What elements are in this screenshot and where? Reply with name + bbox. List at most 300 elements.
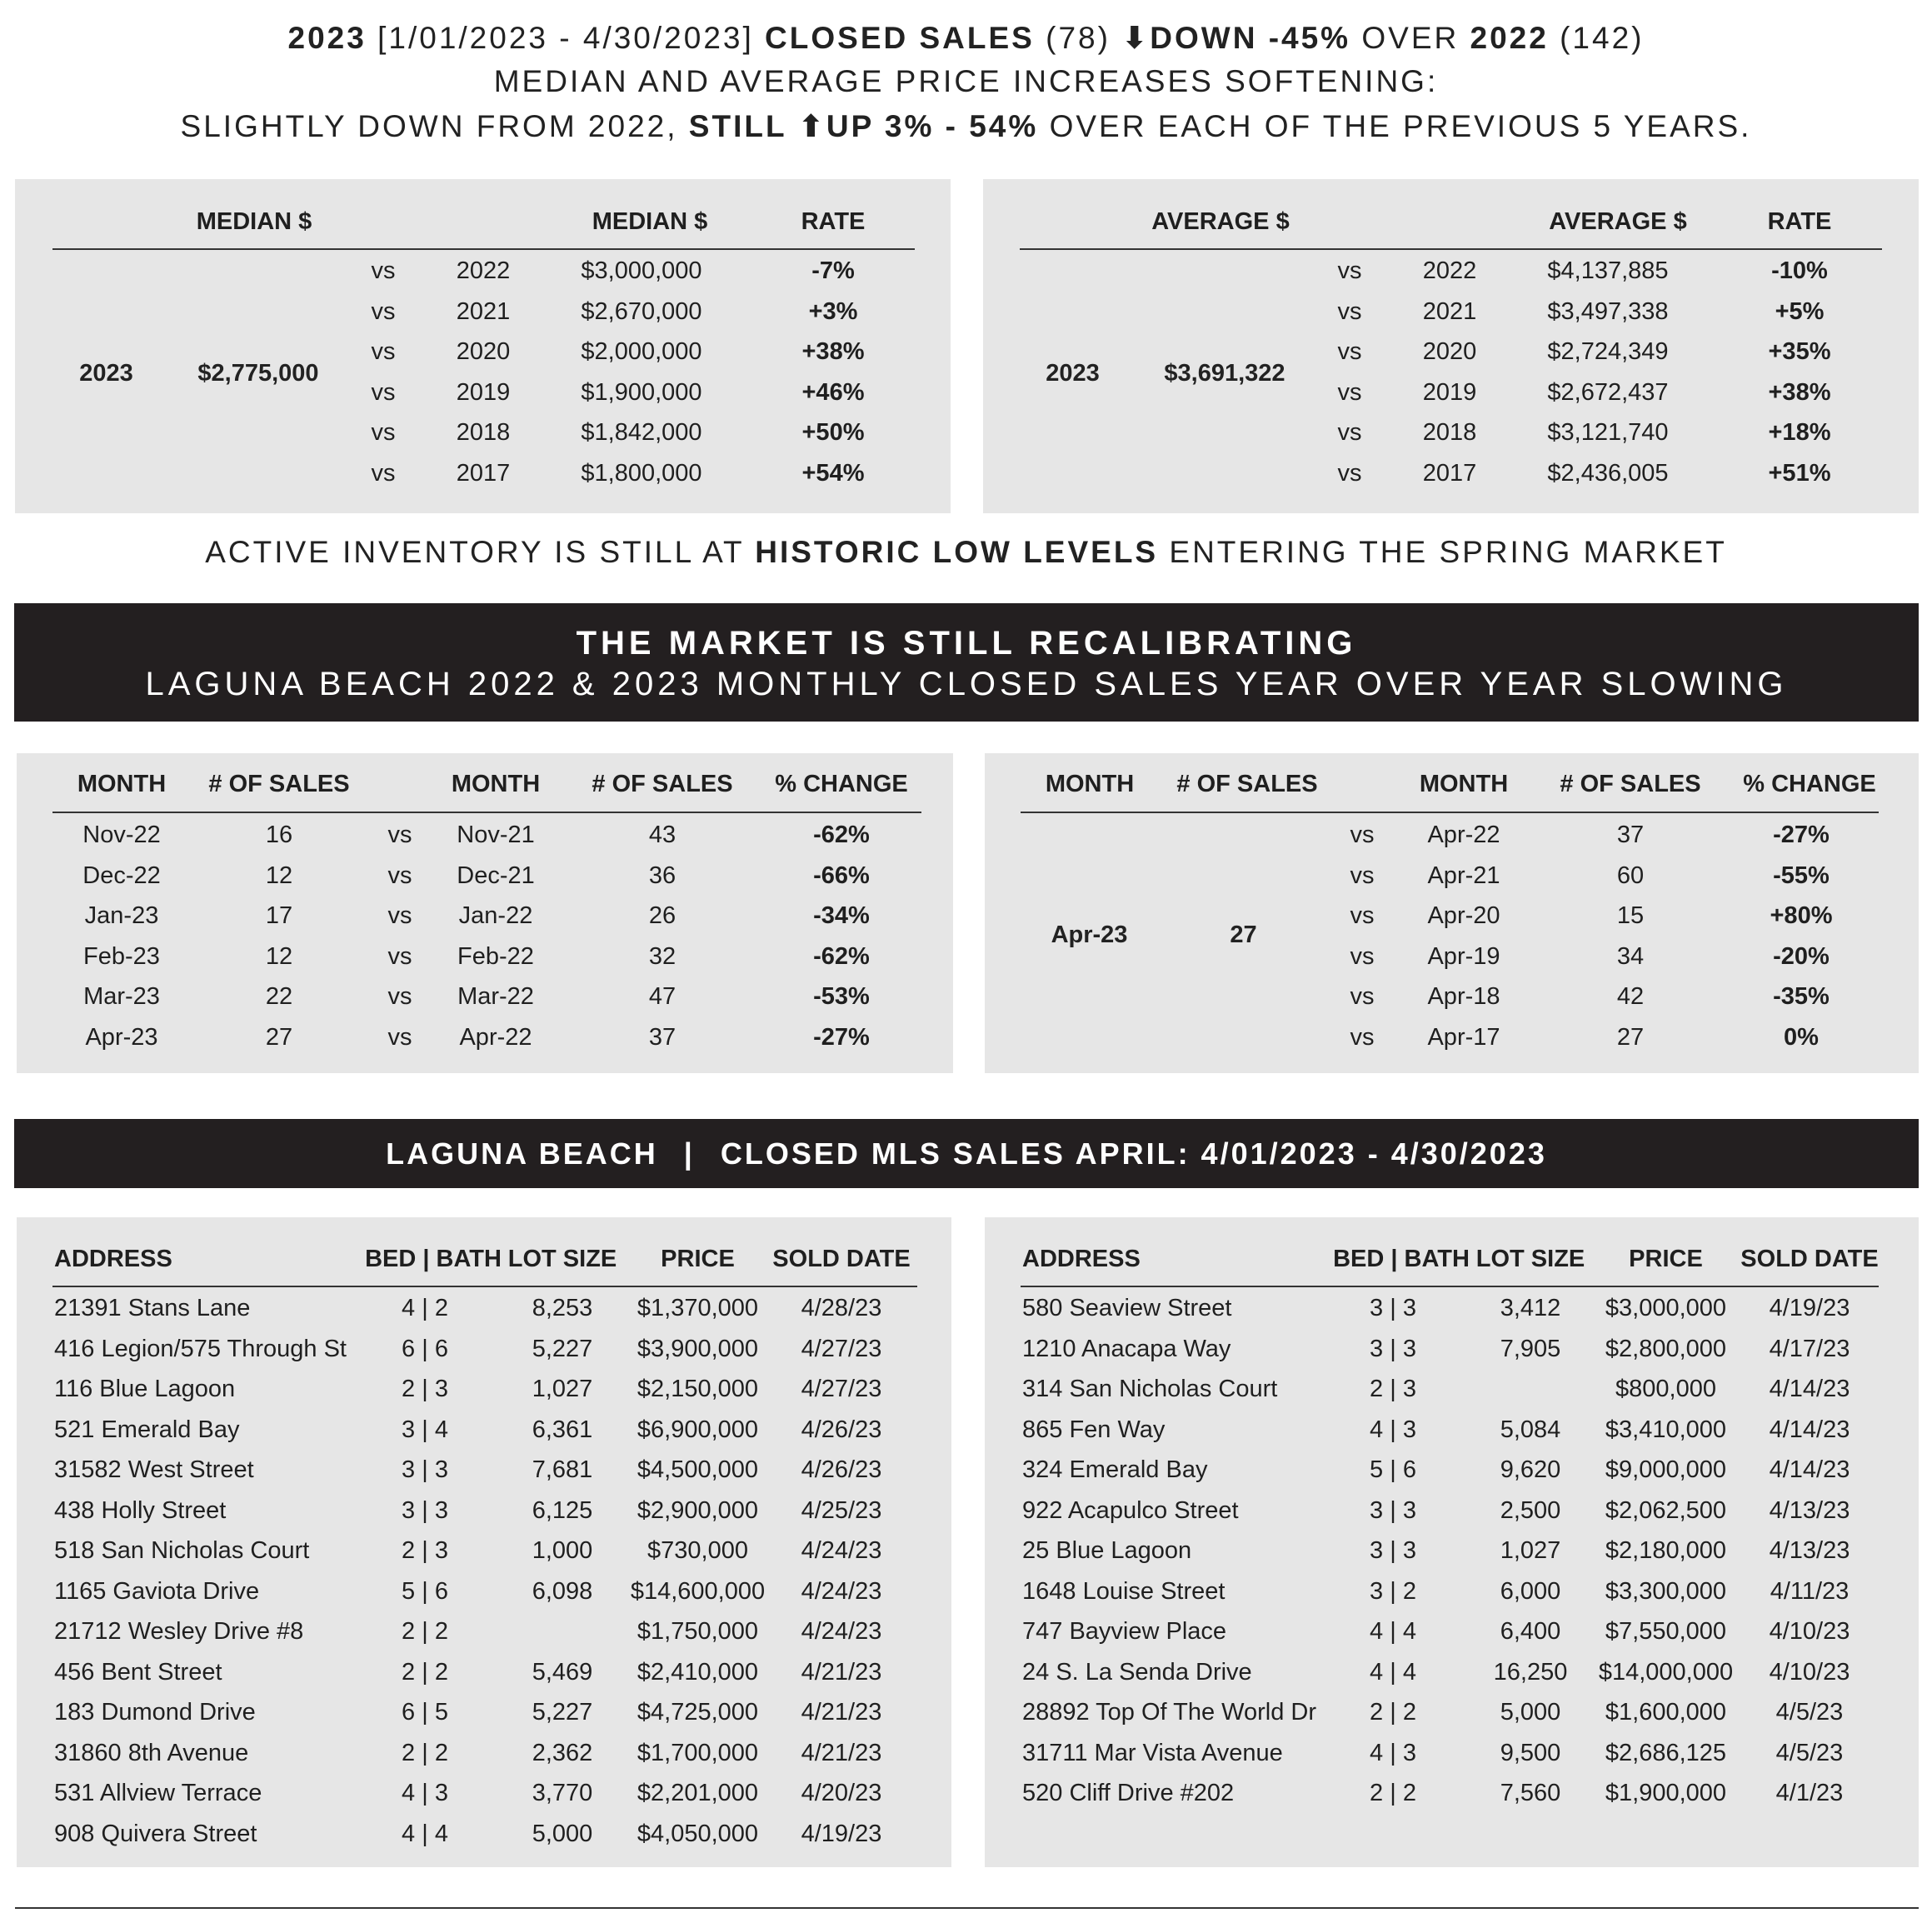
price-cell: $3,000,000 (1605, 1295, 1727, 1321)
closed-sales-band (14, 1119, 1919, 1188)
arrow-up-icon: ⬆ (797, 109, 826, 143)
pct-change: -27% (1773, 822, 1830, 848)
vs-label: vs (1337, 419, 1362, 446)
bed-bath-cell: 2 | 3 (402, 1376, 448, 1402)
month-prior: Nov-21 (457, 822, 535, 848)
bed-bath-cell: 3 | 3 (1370, 1496, 1416, 1524)
lot-size-cell: 3,412 (1500, 1295, 1561, 1321)
rate-value: +50% (801, 419, 865, 446)
median-value: $2,775,000 (197, 360, 319, 387)
sales-prior: 32 (648, 942, 676, 970)
sold-date-cell: 4/26/23 (801, 1416, 882, 1443)
pct-change: 0% (1784, 1023, 1819, 1051)
vs-label: vs (371, 459, 396, 487)
address-cell: 31582 West Street (54, 1456, 254, 1483)
median-header-divider (52, 248, 915, 250)
month-prior: Feb-22 (457, 942, 534, 970)
month-current: Feb-23 (83, 942, 160, 970)
sold-date-cell: 4/27/23 (801, 1335, 882, 1362)
headline-still: STILL (688, 109, 787, 143)
pct-change: -34% (813, 902, 870, 929)
sold-date-cell: 4/14/23 (1769, 1376, 1850, 1402)
lot-size-cell: 6,361 (532, 1416, 593, 1443)
sold-date-cell: 4/26/23 (801, 1456, 882, 1483)
average-year: 2023 (1046, 360, 1100, 387)
lot-size-cell: 3,770 (532, 1780, 593, 1806)
pct-change: +80% (1770, 902, 1833, 929)
vs-label: vs (1337, 257, 1362, 284)
vs-label: vs (371, 419, 396, 446)
sales-left-divider (52, 1286, 917, 1287)
sales-prior: 60 (1616, 862, 1645, 889)
vs-label: vs (371, 257, 396, 284)
lot-size-cell: 5,000 (532, 1820, 593, 1847)
month-prior: Jan-22 (458, 902, 533, 929)
bed-bath-cell: 4 | 3 (1370, 1739, 1416, 1766)
address-cell: 116 Blue Lagoon (54, 1376, 236, 1402)
headline-prev-count: (142) (1560, 21, 1645, 55)
month-current: Jan-23 (84, 902, 159, 929)
vs-label: vs (1350, 1023, 1375, 1051)
address-cell: 416 Legion/575 Through St (54, 1335, 347, 1362)
address-cell: 580 Seaview Street (1022, 1295, 1232, 1321)
price-cell: $1,600,000 (1605, 1699, 1727, 1726)
sales-right-divider (1021, 1286, 1879, 1287)
recalibrating-band (14, 603, 1919, 722)
month-prior: Dec-21 (457, 862, 535, 889)
bed-bath-cell: 2 | 2 (1370, 1699, 1416, 1726)
price-cell: $1,700,000 (637, 1739, 759, 1766)
month-prior: Apr-19 (1427, 942, 1500, 970)
bed-bath-cell: 3 | 3 (402, 1496, 448, 1524)
average-header-rate: RATE (1767, 208, 1832, 235)
column-header: # OF SALES (1560, 771, 1701, 797)
headline-year: 2023 (287, 21, 367, 55)
inventory-bold: HISTORIC LOW LEVELS (755, 535, 1159, 569)
lot-size-cell: 2,362 (532, 1739, 593, 1766)
pct-change: -66% (813, 862, 870, 889)
month-current: Apr-23 (85, 1023, 158, 1051)
sold-date-cell: 4/5/23 (1775, 1699, 1844, 1726)
column-header: SOLD DATE (1740, 1246, 1879, 1272)
compare-value: $2,670,000 (581, 297, 702, 325)
average-header-right: AVERAGE $ (1549, 208, 1687, 235)
price-cell: $1,900,000 (1605, 1780, 1727, 1806)
sales-prior: 27 (1616, 1023, 1645, 1051)
month-current: Mar-23 (83, 983, 160, 1010)
price-cell: $2,686,125 (1605, 1739, 1727, 1766)
price-cell: $2,062,500 (1605, 1496, 1727, 1524)
vs-label: vs (1350, 983, 1375, 1010)
lot-size-cell: 5,227 (532, 1335, 593, 1362)
average-value: $3,691,322 (1164, 360, 1286, 387)
compare-year: 2022 (456, 257, 511, 284)
compare-value: $3,121,740 (1547, 419, 1669, 446)
sales-current: 27 (265, 1023, 293, 1051)
address-cell: 25 Blue Lagoon (1022, 1537, 1192, 1564)
price-cell: $1,750,000 (637, 1618, 759, 1645)
address-cell: 438 Holly Street (54, 1496, 227, 1524)
band2-left: LAGUNA BEACH (386, 1136, 658, 1171)
price-cell: $3,300,000 (1605, 1577, 1727, 1605)
month-prior: Apr-21 (1427, 862, 1500, 889)
compare-year: 2020 (456, 338, 511, 365)
sales-prior: 26 (648, 902, 676, 929)
vs-label: vs (1337, 338, 1362, 365)
sold-date-cell: 4/1/23 (1775, 1780, 1844, 1806)
monthly-right-divider (1021, 812, 1879, 813)
column-header: % CHANGE (1743, 771, 1876, 797)
band-subtitle: LAGUNA BEACH 2022 & 2023 MONTHLY CLOSED SALES YEAR OVER YEAR SLOWING (145, 666, 1788, 702)
average-header-divider (1020, 248, 1882, 250)
headline-down: DOWN -45% (1150, 21, 1351, 55)
lot-size-cell: 7,560 (1500, 1780, 1561, 1806)
rate-value: +38% (801, 338, 865, 365)
sold-date-cell: 4/21/23 (801, 1658, 882, 1686)
headline-range: [1/01/2023 - 4/30/2023] (377, 21, 754, 55)
address-cell: 183 Dumond Drive (54, 1699, 256, 1726)
headline-line-3 (0, 108, 1932, 144)
compare-value: $2,000,000 (581, 338, 702, 365)
sold-date-cell: 4/20/23 (801, 1780, 882, 1806)
rate-value: +35% (1768, 338, 1831, 365)
sales-current: 12 (265, 942, 293, 970)
address-cell: 28892 Top Of The World Dr (1022, 1699, 1317, 1726)
lot-size-cell: 1,000 (532, 1537, 593, 1564)
price-cell: $2,180,000 (1605, 1537, 1727, 1564)
price-cell: $3,410,000 (1605, 1416, 1727, 1443)
median-year: 2023 (79, 360, 133, 387)
vs-label: vs (1350, 942, 1375, 970)
bed-bath-cell: 4 | 4 (1370, 1618, 1416, 1645)
rate-value: +3% (808, 297, 858, 325)
sales-prior: 47 (648, 983, 676, 1010)
sales-prior: 42 (1616, 983, 1645, 1010)
month-current: Nov-22 (82, 822, 161, 848)
vs-label: vs (1337, 378, 1362, 406)
monthly-right-month: Apr-23 (1051, 922, 1128, 948)
bed-bath-cell: 4 | 2 (402, 1295, 448, 1321)
pct-change: -20% (1773, 942, 1830, 970)
column-header: PRICE (1629, 1246, 1703, 1272)
price-cell: $4,500,000 (637, 1456, 759, 1483)
sold-date-cell: 4/14/23 (1769, 1456, 1850, 1483)
column-header: % CHANGE (775, 771, 908, 797)
address-cell: 1165 Gaviota Drive (54, 1577, 260, 1605)
bed-bath-cell: 4 | 4 (402, 1820, 448, 1847)
address-cell: 531 Allview Terrace (54, 1780, 262, 1806)
column-header: SOLD DATE (772, 1246, 911, 1272)
band-title: THE MARKET IS STILL RECALIBRATING (576, 625, 1357, 662)
compare-value: $2,672,437 (1547, 378, 1669, 406)
sold-date-cell: 4/10/23 (1769, 1658, 1850, 1686)
column-header: ADDRESS (1022, 1246, 1141, 1272)
address-cell: 21391 Stans Lane (54, 1295, 251, 1321)
compare-year: 2020 (1422, 338, 1477, 365)
sold-date-cell: 4/21/23 (801, 1739, 882, 1766)
address-cell: 518 San Nicholas Court (54, 1537, 310, 1564)
median-header-right: MEDIAN $ (592, 208, 708, 235)
sales-prior: 15 (1616, 902, 1645, 929)
sold-date-cell: 4/28/23 (801, 1295, 882, 1321)
month-current: Dec-22 (82, 862, 161, 889)
bed-bath-cell: 3 | 2 (1370, 1577, 1416, 1605)
compare-year: 2022 (1422, 257, 1477, 284)
sold-date-cell: 4/5/23 (1775, 1739, 1844, 1766)
median-header-left: MEDIAN $ (196, 208, 312, 235)
vs-label: vs (387, 862, 412, 889)
bed-bath-cell: 2 | 2 (402, 1739, 448, 1766)
compare-value: $3,000,000 (581, 257, 702, 284)
compare-year: 2019 (456, 378, 511, 406)
column-header: # OF SALES (208, 771, 350, 797)
headline-over: OVER (1361, 21, 1460, 55)
sold-date-cell: 4/13/23 (1769, 1537, 1850, 1564)
price-cell: $1,370,000 (637, 1295, 759, 1321)
bed-bath-cell: 2 | 3 (402, 1537, 448, 1564)
sales-prior: 37 (1616, 822, 1645, 848)
bed-bath-cell: 5 | 6 (402, 1577, 448, 1605)
address-cell: 314 San Nicholas Court (1022, 1376, 1278, 1402)
vs-label: vs (387, 822, 412, 848)
bed-bath-cell: 2 | 3 (1370, 1376, 1416, 1402)
price-cell: $4,050,000 (637, 1820, 759, 1847)
address-cell: 1648 Louise Street (1022, 1577, 1226, 1605)
column-header: # OF SALES (592, 771, 733, 797)
sold-date-cell: 4/21/23 (801, 1699, 882, 1726)
bed-bath-cell: 3 | 4 (402, 1416, 448, 1443)
column-header: PRICE (661, 1246, 735, 1272)
price-cell: $2,410,000 (637, 1658, 759, 1686)
lot-size-cell: 1,027 (1500, 1537, 1561, 1564)
price-cell: $730,000 (647, 1537, 748, 1564)
address-cell: 521 Emerald Bay (54, 1416, 240, 1443)
bed-bath-cell: 3 | 3 (1370, 1335, 1416, 1362)
headline-label: CLOSED SALES (765, 21, 1035, 55)
pct-change: -62% (813, 942, 870, 970)
rate-value: +5% (1775, 297, 1825, 325)
bed-bath-cell: 2 | 2 (1370, 1780, 1416, 1806)
pct-change: -62% (813, 822, 870, 848)
compare-value: $1,900,000 (581, 378, 702, 406)
column-header: LOT SIZE (507, 1246, 617, 1272)
column-header: MONTH (1045, 771, 1135, 797)
median-header-rate: RATE (801, 208, 866, 235)
sales-current: 12 (265, 862, 293, 889)
price-cell: $9,000,000 (1605, 1456, 1727, 1483)
sold-date-cell: 4/19/23 (801, 1820, 882, 1847)
compare-value: $1,842,000 (581, 419, 702, 446)
headline-count: (78) (1046, 21, 1111, 55)
month-prior: Apr-22 (1427, 822, 1500, 848)
address-cell: 922 Acapulco Street (1022, 1496, 1239, 1524)
compare-year: 2018 (1422, 419, 1477, 446)
column-header: MONTH (77, 771, 167, 797)
bed-bath-cell: 6 | 5 (402, 1699, 448, 1726)
address-cell: 747 Bayview Place (1022, 1618, 1227, 1645)
average-header-left: AVERAGE $ (1151, 208, 1290, 235)
sold-date-cell: 4/17/23 (1769, 1335, 1850, 1362)
column-header: MONTH (1419, 771, 1509, 797)
compare-value: $2,436,005 (1547, 459, 1669, 487)
compare-year: 2017 (1422, 459, 1477, 487)
pct-change: -55% (1773, 862, 1830, 889)
footer-divider (15, 1907, 1919, 1909)
headline-line-2: MEDIAN AND AVERAGE PRICE INCREASES SOFTENING: (493, 64, 1439, 98)
headline-up: UP 3% - 54% (826, 109, 1039, 143)
lot-size-cell: 5,227 (532, 1699, 593, 1726)
compare-year: 2017 (456, 459, 511, 487)
pct-change: -35% (1773, 983, 1830, 1010)
rate-value: +18% (1768, 419, 1831, 446)
column-header: BED | BATH (365, 1246, 502, 1272)
address-cell: 908 Quivera Street (54, 1820, 257, 1847)
lot-size-cell: 9,620 (1500, 1456, 1561, 1483)
lot-size-cell: 6,125 (532, 1496, 593, 1524)
lot-size-cell: 7,905 (1500, 1335, 1561, 1362)
lot-size-cell: 5,469 (532, 1658, 593, 1686)
lot-size-cell: 9,500 (1500, 1739, 1561, 1766)
price-cell: $2,900,000 (637, 1496, 759, 1524)
sold-date-cell: 4/25/23 (801, 1496, 882, 1524)
column-header: LOT SIZE (1475, 1246, 1585, 1272)
price-cell: $6,900,000 (637, 1416, 759, 1443)
band2-separator: | (683, 1136, 695, 1171)
column-header: ADDRESS (54, 1246, 172, 1272)
sold-date-cell: 4/14/23 (1769, 1416, 1850, 1443)
sold-date-cell: 4/24/23 (801, 1537, 882, 1564)
month-prior: Apr-22 (459, 1023, 532, 1051)
compare-year: 2018 (456, 419, 511, 446)
lot-size-cell: 2,500 (1500, 1496, 1561, 1524)
vs-label: vs (1337, 459, 1362, 487)
bed-bath-cell: 2 | 2 (402, 1618, 448, 1645)
pct-change: -53% (813, 983, 870, 1010)
lot-size-cell: 5,084 (1500, 1416, 1561, 1443)
rate-value: +46% (801, 378, 865, 406)
vs-label: vs (1337, 297, 1362, 325)
price-cell: $14,600,000 (630, 1577, 766, 1605)
vs-label: vs (1350, 822, 1375, 848)
bed-bath-cell: 3 | 3 (1370, 1537, 1416, 1564)
column-header: MONTH (451, 771, 541, 797)
vs-label: vs (387, 942, 412, 970)
vs-label: vs (371, 297, 396, 325)
sales-current: 16 (265, 822, 293, 848)
address-cell: 31711 Mar Vista Avenue (1022, 1739, 1283, 1766)
month-prior: Apr-20 (1427, 902, 1500, 929)
price-cell: $7,550,000 (1605, 1618, 1727, 1645)
compare-value: $2,724,349 (1547, 338, 1669, 365)
address-cell: 31860 8th Avenue (54, 1739, 249, 1766)
rate-value: +38% (1768, 378, 1831, 406)
month-prior: Apr-17 (1427, 1023, 1500, 1051)
price-cell: $2,201,000 (637, 1780, 759, 1806)
compare-value: $4,137,885 (1547, 257, 1669, 284)
bed-bath-cell: 5 | 6 (1370, 1456, 1416, 1483)
address-cell: 520 Cliff Drive #202 (1022, 1780, 1235, 1806)
rate-value: -7% (811, 257, 855, 284)
month-prior: Mar-22 (457, 983, 534, 1010)
sales-current: 22 (265, 983, 293, 1010)
lot-size-cell: 8,253 (532, 1295, 593, 1321)
price-cell: $3,900,000 (637, 1335, 759, 1362)
column-header: # OF SALES (1176, 771, 1318, 797)
price-cell: $2,800,000 (1605, 1335, 1727, 1362)
bed-bath-cell: 3 | 3 (1370, 1295, 1416, 1321)
address-cell: 21712 Wesley Drive #8 (54, 1618, 304, 1645)
bed-bath-cell: 3 | 3 (402, 1456, 448, 1483)
compare-value: $3,497,338 (1547, 297, 1669, 325)
sold-date-cell: 4/11/23 (1770, 1577, 1850, 1605)
lot-size-cell: 16,250 (1493, 1658, 1568, 1686)
month-prior: Apr-18 (1427, 983, 1500, 1010)
vs-label: vs (371, 378, 396, 406)
lot-size-cell: 6,400 (1500, 1618, 1561, 1645)
sold-date-cell: 4/10/23 (1769, 1618, 1850, 1645)
address-cell: 456 Bent Street (54, 1658, 222, 1686)
inventory-post: ENTERING THE SPRING MARKET (1169, 535, 1727, 569)
headline-line3-post: OVER EACH OF THE PREVIOUS 5 YEARS. (1049, 109, 1752, 143)
monthly-left-divider (52, 812, 921, 813)
band2-right: CLOSED MLS SALES APRIL: 4/01/2023 - 4/30/2023 (720, 1136, 1547, 1171)
price-cell: $2,150,000 (637, 1376, 759, 1402)
lot-size-cell: 7,681 (532, 1456, 593, 1483)
bed-bath-cell: 4 | 4 (1370, 1658, 1416, 1686)
pct-change: -27% (813, 1023, 870, 1051)
compare-year: 2019 (1422, 378, 1477, 406)
sales-prior: 43 (648, 822, 676, 848)
monthly-right-sales: 27 (1230, 922, 1257, 948)
sales-prior: 34 (1616, 942, 1645, 970)
vs-label: vs (1350, 862, 1375, 889)
sales-current: 17 (265, 902, 293, 929)
compare-value: $1,800,000 (581, 459, 702, 487)
headline-prev-year: 2022 (1470, 21, 1549, 55)
vs-label: vs (371, 338, 396, 365)
price-cell: $14,000,000 (1598, 1658, 1734, 1686)
sold-date-cell: 4/19/23 (1769, 1295, 1850, 1321)
rate-value: +51% (1768, 459, 1831, 487)
sold-date-cell: 4/24/23 (801, 1577, 882, 1605)
lot-size-cell: 1,027 (532, 1376, 593, 1402)
headline-line3-pre: SLIGHTLY DOWN FROM 2022, (180, 109, 678, 143)
lot-size-cell: 5,000 (1500, 1699, 1561, 1726)
column-header: BED | BATH (1333, 1246, 1470, 1272)
compare-year: 2021 (456, 297, 511, 325)
headline-closed-sales (0, 20, 1932, 56)
bed-bath-cell: 4 | 3 (402, 1780, 448, 1806)
inventory-pre: ACTIVE INVENTORY IS STILL AT (205, 535, 744, 569)
lot-size-cell: 6,000 (1500, 1577, 1561, 1605)
arrow-down-icon: ⬇ (1121, 21, 1151, 55)
sales-prior: 37 (648, 1023, 676, 1051)
sold-date-cell: 4/27/23 (801, 1376, 882, 1402)
compare-year: 2021 (1422, 297, 1477, 325)
address-cell: 324 Emerald Bay (1022, 1456, 1208, 1483)
price-cell: $4,725,000 (637, 1699, 759, 1726)
vs-label: vs (387, 902, 412, 929)
bed-bath-cell: 2 | 2 (402, 1658, 448, 1686)
address-cell: 24 S. La Senda Drive (1022, 1658, 1252, 1686)
bed-bath-cell: 4 | 3 (1370, 1416, 1416, 1443)
price-cell: $800,000 (1615, 1376, 1716, 1402)
vs-label: vs (387, 1023, 412, 1051)
rate-value: +54% (801, 459, 865, 487)
sales-prior: 36 (648, 862, 676, 889)
address-cell: 865 Fen Way (1022, 1416, 1166, 1443)
inventory-line (0, 535, 1932, 570)
